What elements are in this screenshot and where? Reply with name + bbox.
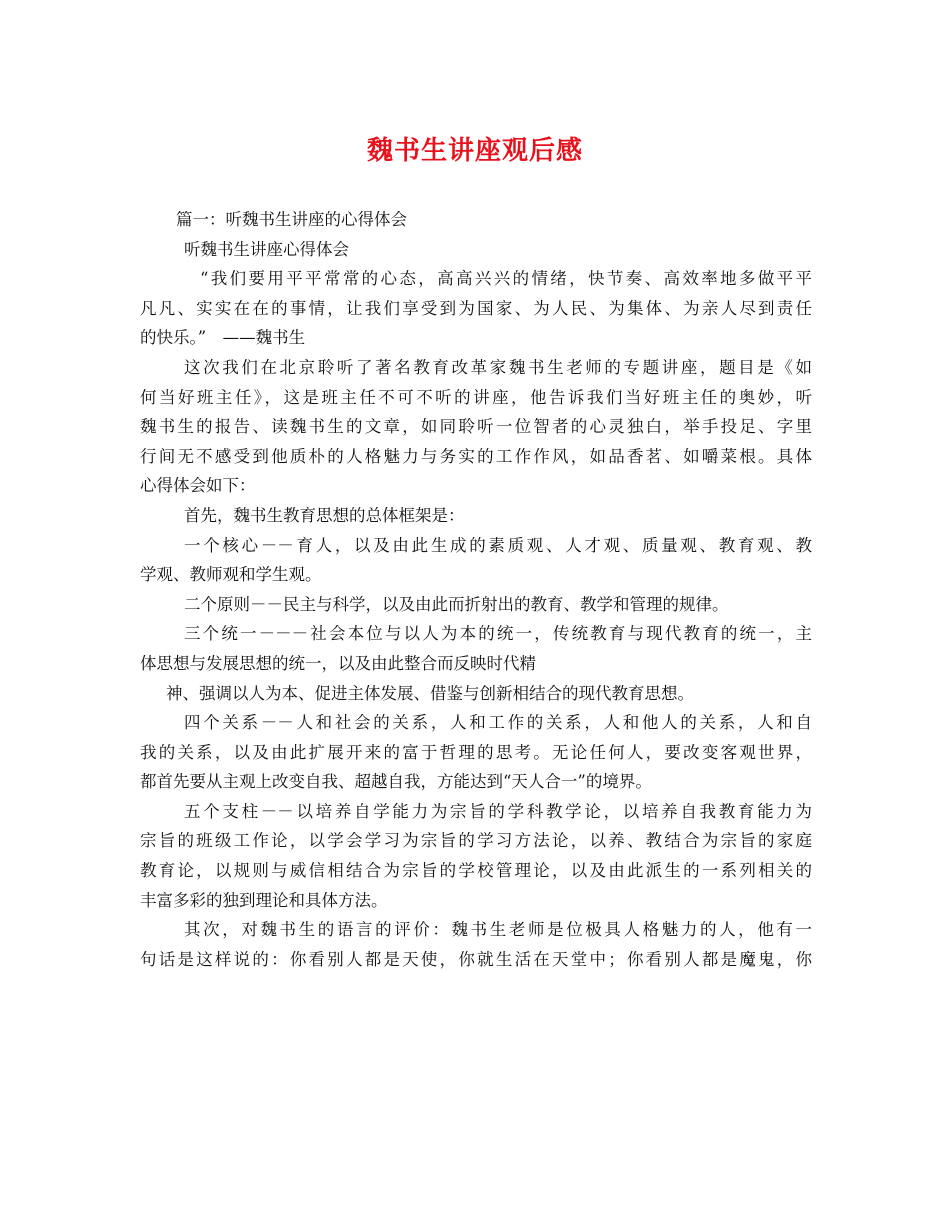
text-line: 听魏书生讲座心得体会 <box>184 239 349 259</box>
text-line: 行间无不感受到他质朴的人格魅力与务实的工作作风，如品香茗、如嚼菜根。具体 <box>140 446 812 466</box>
text-line: 首先，魏书生教育思想的总体框架是： <box>184 505 465 525</box>
text-line: 丰富多彩的独到理论和具体方法。 <box>140 890 388 910</box>
text-line: 句话是这样说的：你看别人都是天使，你就生活在天堂中；你看别人都是魔鬼，你 <box>140 949 812 969</box>
text-line: 三个统一－－－社会本位与以人为本的统一，传统教育与现代教育的统一，主 <box>184 624 812 644</box>
text-line: “我们要用平平常常的心态，高高兴兴的情绪，快节奏、高效率地多做平平 <box>200 269 812 289</box>
text-line: 都首先要从主观上改变自我、超越自我，方能达到“天人合一”的境界。 <box>140 772 652 792</box>
text-line: 二个原则－－民主与科学，以及由此而折射出的教育、教学和管理的规律。 <box>184 594 729 614</box>
text-line: 体思想与发展思想的统一，以及由此整合而反映时代精 <box>140 653 536 673</box>
text-line: 五个支柱－－以培养自学能力为宗旨的学科教学论，以培养自我教育能力为 <box>184 801 812 821</box>
text-line: 神、强调以人为本、促进主体发展、借鉴与创新相结合的现代教育思想。 <box>166 683 694 703</box>
text-line: 我的关系，以及由此扩展开来的富于哲理的思考。无论任何人，要改变客观世界， <box>140 742 812 762</box>
text-line: 四个关系－－人和社会的关系，人和工作的关系，人和他人的关系，人和自 <box>184 713 812 733</box>
text-line: 其次，对魏书生的语言的评价：魏书生老师是位极具人格魅力的人，他有一 <box>184 920 812 940</box>
document-title: 魏书生讲座观后感 <box>366 136 583 166</box>
text-line: 心得体会如下： <box>140 476 256 496</box>
text-line: 一个核心－－育人，以及由此生成的素质观、人才观、质量观、教育观、教 <box>184 535 812 555</box>
text-line: 学观、教师观和学生观。 <box>140 565 322 585</box>
text-line: 这次我们在北京聆听了著名教育改革家魏书生老师的专题讲座，题目是《如 <box>184 357 812 377</box>
text-line: 篇一：听魏书生讲座的心得体会 <box>176 210 407 229</box>
text-line: 何当好班主任》，这是班主任不可不听的讲座，他告诉我们当好班主任的奥妙，听 <box>140 387 812 407</box>
text-line: 宗旨的班级工作论，以学会学习为宗旨的学习方法论，以养、教结合为宗旨的家庭 <box>140 831 812 851</box>
text-line: 魏书生的报告、读魏书生的文章，如同聆听一位智者的心灵独白，举手投足、字里 <box>140 417 812 437</box>
document-body <box>140 205 812 974</box>
text-line: 教育论，以规则与威信相结合为宗旨的学校管理论，以及由此派生的一系列相关的 <box>140 861 812 881</box>
text-line: 的快乐。” ——魏书生 <box>140 328 306 348</box>
text-line: 凡凡、实实在在的事情，让我们享受到为国家、为人民、为集体、为亲人尽到责任 <box>140 298 812 318</box>
